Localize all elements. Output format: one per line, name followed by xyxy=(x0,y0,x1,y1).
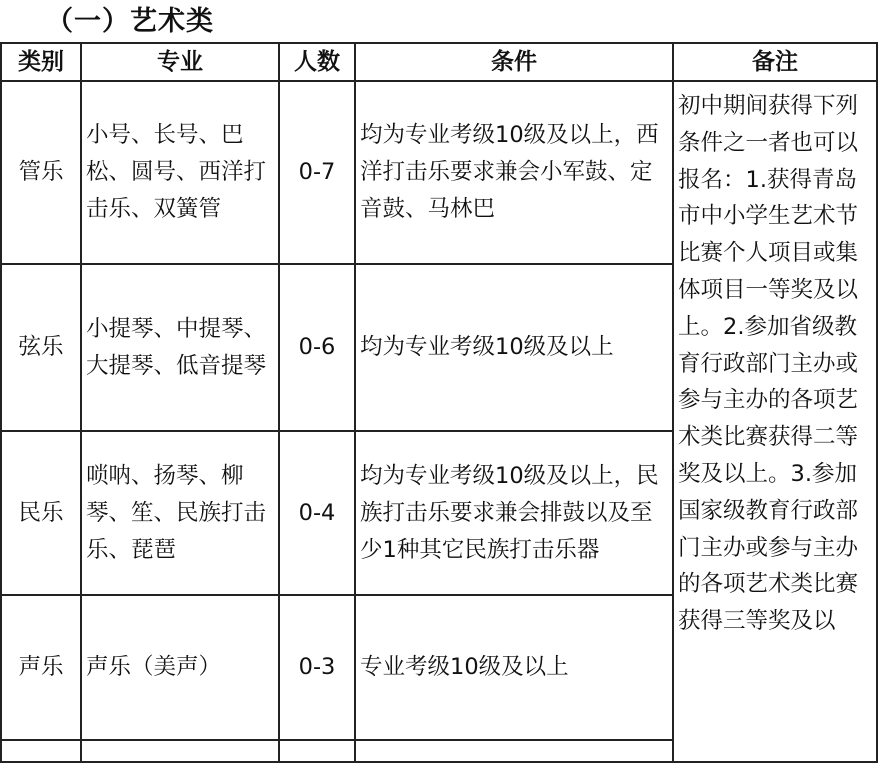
cell-category: 弦乐 xyxy=(1,264,81,431)
cell-category: 声乐 xyxy=(1,595,81,740)
header-category: 类别 xyxy=(1,43,81,81)
cell-condition: 均为专业考级10级及以上 xyxy=(355,264,673,431)
cell-condition: 专业考级10级及以上 xyxy=(355,595,673,740)
header-condition: 条件 xyxy=(355,43,673,81)
section-title: （一）艺术类 xyxy=(46,6,214,37)
cell-count: 0-3 xyxy=(279,595,355,740)
header-remark: 备注 xyxy=(673,43,877,81)
remark-text: 初中期间获得下列条件之一者也可以报名：1.获得青岛市中小学生艺术节比赛个人项目或集体项目一等奖及以上。2.参加省级教育行政部门主办或参与主办的各项艺术类比赛获得二等奖及以上。3.参加国家级教育行政部门主办或参与主办的各项艺术类比赛获得三等奖及以 xyxy=(678,93,859,635)
cell-count: 0-4 xyxy=(279,431,355,595)
cell-cut-off xyxy=(81,740,279,762)
cell-condition: 均为专业考级10级及以上，西洋打击乐要求兼会小军鼓、定音鼓、马林巴 xyxy=(355,81,673,264)
cell-majors: 声乐（美声） xyxy=(81,595,279,740)
cell-majors: 唢呐、扬琴、柳琴、笙、民族打击乐、琵琶 xyxy=(81,431,279,595)
cell-remark xyxy=(673,81,877,762)
cell-cut-off xyxy=(279,740,355,762)
table-row xyxy=(1,81,877,264)
cell-cut-off xyxy=(355,740,673,762)
cell-category: 管乐 xyxy=(1,81,81,264)
cell-majors: 小号、长号、巴松、圆号、西洋打击乐、双簧管 xyxy=(81,81,279,264)
cell-cut-off xyxy=(1,740,81,762)
cell-count: 0-6 xyxy=(279,264,355,431)
header-count: 人数 xyxy=(279,43,355,81)
cell-category: 民乐 xyxy=(1,431,81,595)
cell-majors: 小提琴、中提琴、大提琴、低音提琴 xyxy=(81,264,279,431)
cell-count: 0-7 xyxy=(279,81,355,264)
art-category-table xyxy=(0,42,878,763)
table-header-row xyxy=(1,43,877,81)
header-major: 专业 xyxy=(81,43,279,81)
cell-condition: 均为专业考级10级及以上，民族打击乐要求兼会排鼓以及至少1种其它民族打击乐器 xyxy=(355,431,673,595)
